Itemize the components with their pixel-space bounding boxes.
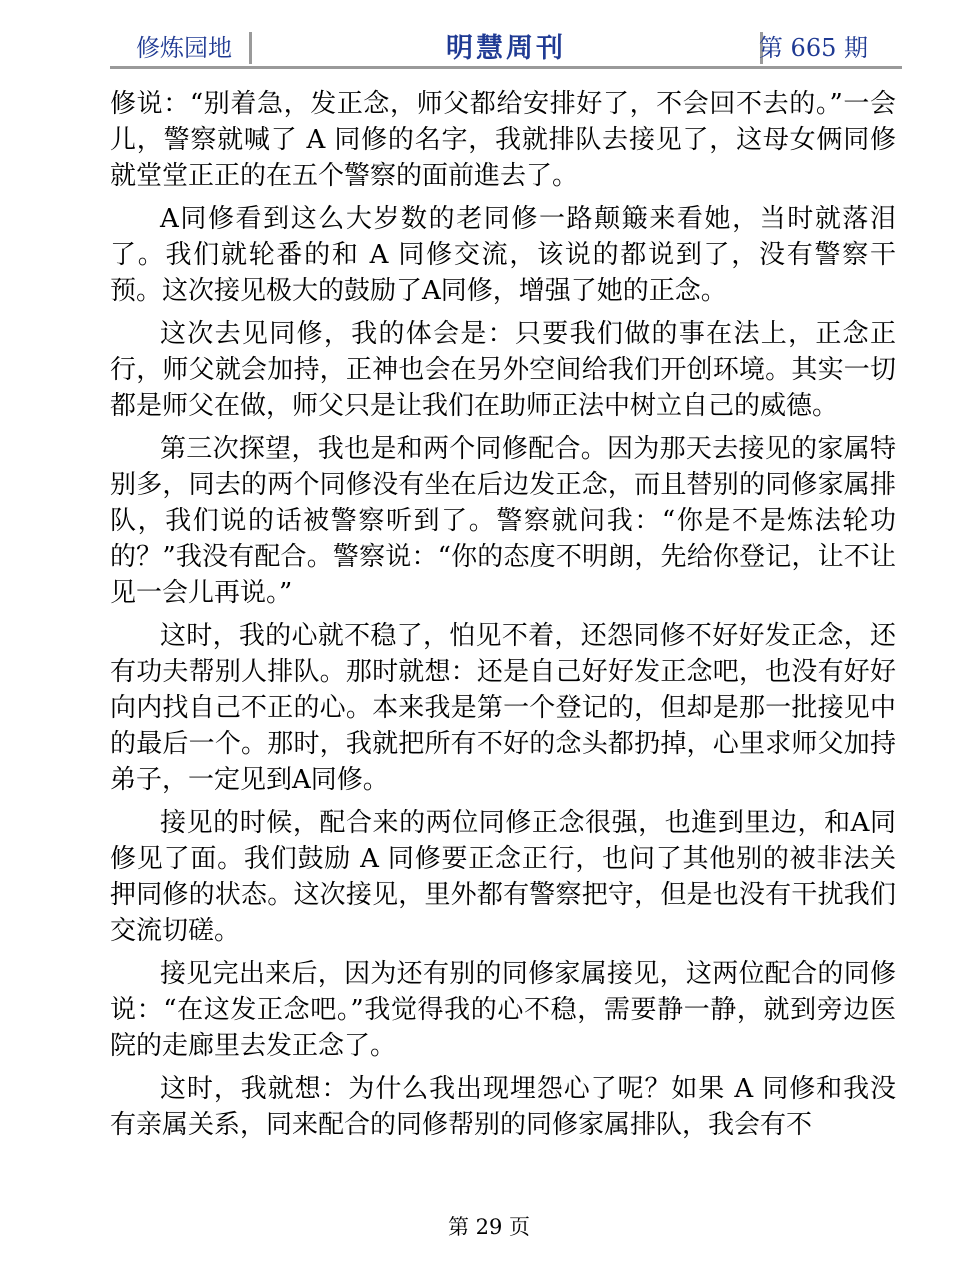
publication-title: 明慧周刊 [446, 33, 566, 64]
paragraph: 接见完出来后，因为还有别的同修家属接见，这两位配合的同修说：“在这发正念吧。”我觉得我的心不稳，需要静一静，就到旁边医院的走廊里去发正念了。 [110, 959, 896, 1061]
article-body [110, 86, 896, 1150]
paragraph: 这时，我就想：为什么我出现埋怨心了呢？如果 A 同修和我没有亲属关系，同来配合的同修帮别的同修家属排队，我会有不 [110, 1074, 896, 1140]
paragraph: A同修看到这么大岁数的老同修一路颠簸来看她，当时就落泪了。我们就轮番的和 A 同修交流，该说的都说到了，没有警察干预。这次接见极大的鼓励了A同修，增强了她的正念。 [110, 204, 896, 306]
page-header [110, 24, 902, 68]
section-name: 修炼园地 [136, 34, 232, 62]
page-number: 第 29 页 [447, 1215, 531, 1239]
issue-number: 第 665 期 [758, 34, 868, 62]
header-rule [110, 66, 902, 69]
paragraph: 接见的时候，配合来的两位同修正念很强，也進到里边，和A同修见了面。我们鼓励 A 同修要正念正行，也问了其他别的被非法关押同修的状态。这次接见，里外都有警察把守，但是也没有干扰我们交流切磋。 [110, 808, 896, 946]
paragraph: 这时，我的心就不稳了，怕见不着，还怨同修不好好发正念，还有功夫帮别人排队。那时就想：还是自己好好发正念吧，也没有好好向内找自己不正的心。本来我是第一个登记的，但却是那一批接见中的最后一个。那时，我就把所有不好的念头都扔掉，心里求师父加持弟子，一定见到A同修。 [110, 621, 896, 795]
paragraph: 第三次探望，我也是和两个同修配合。因为那天去接见的家属特别多，同去的两个同修没有坐在后边发正念，而且替别的同修家属排队，我们说的话被警察听到了。警察就问我：“你是不是炼法轮功的？”我没有配合。警察说：“你的态度不明朗，先给你登记，让不让见一会儿再说。” [110, 434, 896, 608]
paragraph: 修说：“别着急，发正念，师父都给安排好了，不会回不去的。”一会儿，警察就喊了 A 同修的名字，我就排队去接见了，这母女俩同修就堂堂正正的在五个警察的面前進去了。 [110, 89, 896, 191]
paragraph: 这次去见同修，我的体会是：只要我们做的事在法上，正念正行，师父就会加持，正神也会在另外空间给我们开创环境。其实一切都是师父在做，师父只是让我们在助师正法中树立自己的威德。 [110, 319, 896, 421]
